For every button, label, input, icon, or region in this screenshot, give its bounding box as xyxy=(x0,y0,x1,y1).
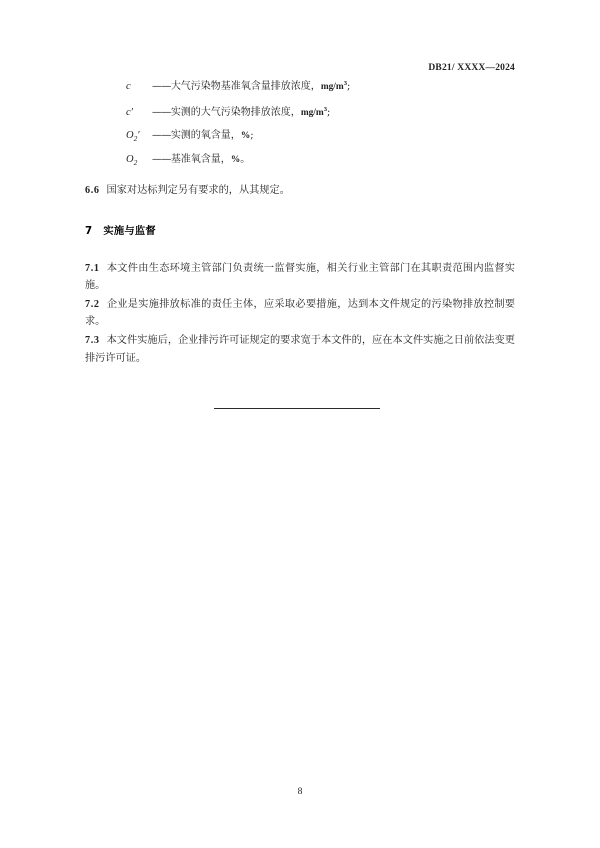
symbol-label: $O_2$ xyxy=(126,153,138,167)
definition-dash: —— xyxy=(152,81,171,93)
definition-text: 大气污染物基准氧含量排放浓度，$mg/m^3$; xyxy=(170,80,351,93)
clause-7-2 xyxy=(85,296,515,331)
definition-dash: —— xyxy=(152,107,171,119)
clause-number: 7.2 xyxy=(85,298,100,310)
symbol-definition-list xyxy=(85,76,515,171)
clause-number: 6.6 xyxy=(85,185,100,197)
clause-number: 7.3 xyxy=(85,335,100,347)
page-content xyxy=(85,76,515,364)
clause-text: 国家对达标判定另有要求的，从其规定。 xyxy=(106,185,290,197)
definition-text: 实测的大气污染物排放浓度，$mg/m^3$; xyxy=(170,106,331,119)
definition-text: 基准氧含量，%。 xyxy=(170,153,251,165)
clause-text: 企业是实施排放标准的责任主体，应采取必要措施，达到本文件规定的污染物排放控制要求。 xyxy=(85,298,515,328)
definition-dash: —— xyxy=(152,153,171,165)
symbol-label: c xyxy=(126,81,131,93)
symbol-definition-row xyxy=(85,152,515,172)
section-number: 7 xyxy=(85,224,93,237)
symbol-definition-row xyxy=(85,128,515,148)
symbol-definition-row xyxy=(85,76,515,99)
clause-7-3 xyxy=(85,332,515,367)
symbol-label: c′ xyxy=(126,107,133,119)
page-number: 8 xyxy=(297,786,303,797)
clause-number: 7.1 xyxy=(85,262,100,274)
clause-7-1 xyxy=(85,260,515,295)
section-title: 实施与监督 xyxy=(103,224,156,237)
symbol-label: $O_2'$ xyxy=(126,130,140,144)
section-heading-7 xyxy=(85,222,515,237)
page-footer xyxy=(0,786,600,797)
definition-text: 实测的氧含量，%; xyxy=(170,130,254,142)
running-header xyxy=(85,63,515,73)
section-7-clauses xyxy=(85,260,515,367)
clause-6-6 xyxy=(85,182,515,199)
end-of-text-rule xyxy=(214,408,380,409)
clause-text: 本文件由生态环境主管部门负责统一监督实施，相关行业主管部门在其职责范围内监督实施。 xyxy=(85,262,515,291)
standard-number: DB21/ XXXX—2024 xyxy=(428,63,515,73)
symbol-definition-row xyxy=(85,102,515,125)
clause-text: 本文件实施后，企业排污许可证规定的要求宽于本文件的，应在本文件实施之日前依法变更排污许可证。 xyxy=(85,335,515,364)
definition-dash: —— xyxy=(152,130,171,142)
